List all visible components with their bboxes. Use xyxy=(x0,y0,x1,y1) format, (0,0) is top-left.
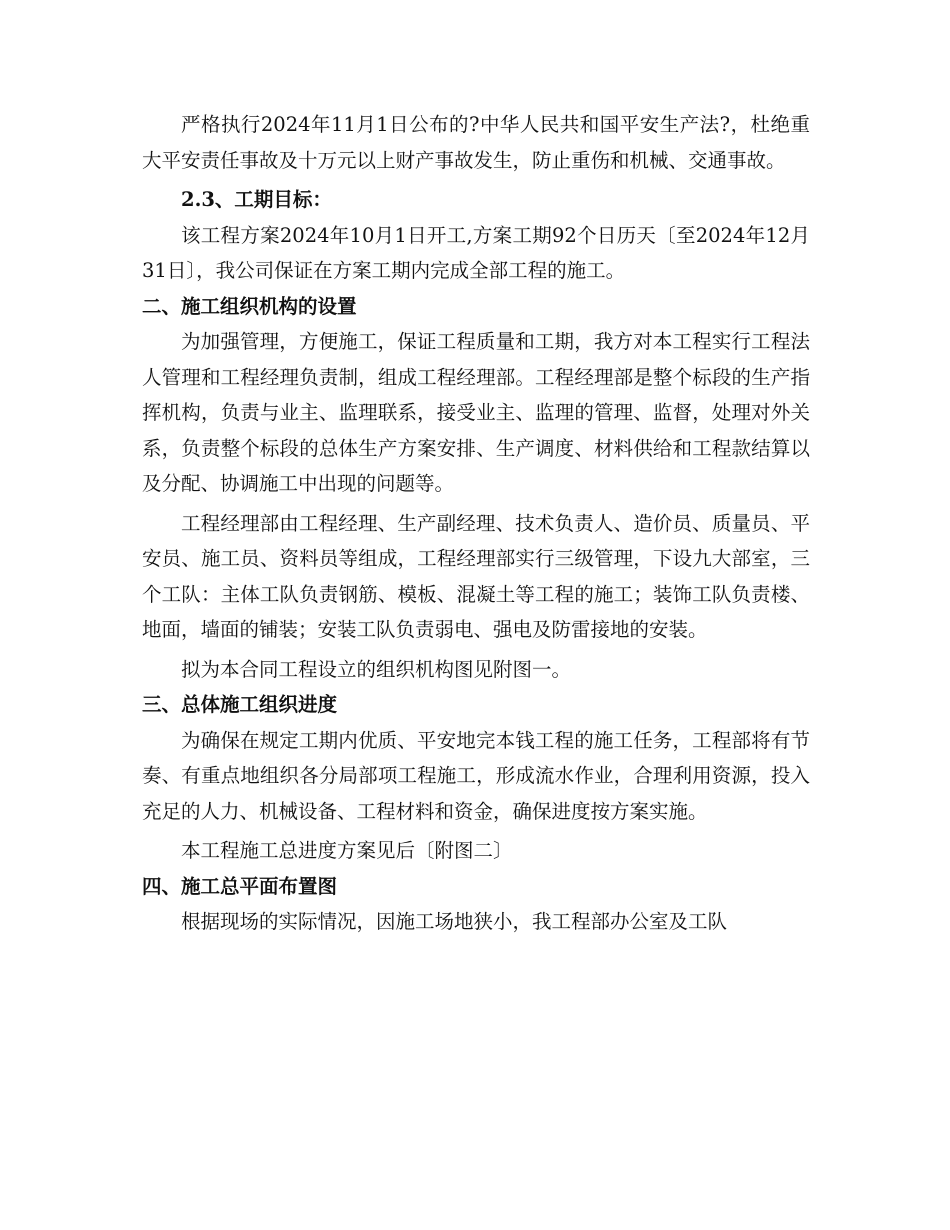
heading-site-layout: 四、施工总平面布置图 xyxy=(142,874,338,898)
subheading-schedule-target: 2.3、工期目标： xyxy=(181,188,332,211)
paragraph-progress-2: 本工程施工总进度方案见后〔附图二〕 xyxy=(181,839,513,862)
heading-organization-setup: 二、施工组织机构的设置 xyxy=(142,294,357,318)
paragraph-organization-2: 工程经理部由工程经理、生产副经理、技术负责人、造价员、质量员、平安员、施工员、资料员等组成，工程经理部实行三级管理，下设九大部室，三个工队：主体工队负责钢筋、模板、混凝土等工程的施工；装饰工队负责楼、地面，墙面的铺装；安装工队负责弱电、强电及防雷接地的安装。 xyxy=(142,511,810,641)
paragraph-progress-1: 为确保在规定工期内优质、平安地完本钱工程的施工任务，工程部将有节奏、有重点地组织各分局部项工程施工，形成流水作业，合理利用资源，投入充足的人力、机械设备、工程材料和资金，确保进度按方案实施。 xyxy=(142,728,810,823)
paragraph-safety-law: 严格执行2024年11月1日公布的?中华人民共和国平安生产法?，杜绝重大平安责任事故及十万元以上财产事故发生，防止重伤和机械、交通事故。 xyxy=(142,113,810,172)
paragraph-schedule: 该工程方案2024年10月1日开工,方案工期92个日历天〔至2024年12月31日〕，我公司保证在方案工期内完成全部工程的施工。 xyxy=(142,223,810,282)
paragraph-organization-3: 拟为本合同工程设立的组织机构图见附图一。 xyxy=(181,657,572,681)
document-page xyxy=(142,107,810,940)
paragraph-organization-1: 为加强管理，方便施工，保证工程质量和工期，我方对本工程实行工程法人管理和工程经理负责制，组成工程经理部。工程经理部是整个标段的生产指挥机构，负责与业主、监理联系，接受业主、监理的管理、监督，处理对外关系，负责整个标段的总体生产方案安排、生产调度、材料供给和工程款结算以及分配、协调施工中出现的问题等。 xyxy=(142,330,810,495)
heading-construction-progress: 三、总体施工组织进度 xyxy=(142,693,338,716)
paragraph-site-layout-1: 根据现场的实际情况，因施工场地狭小，我工程部办公室及工队 xyxy=(181,910,728,933)
